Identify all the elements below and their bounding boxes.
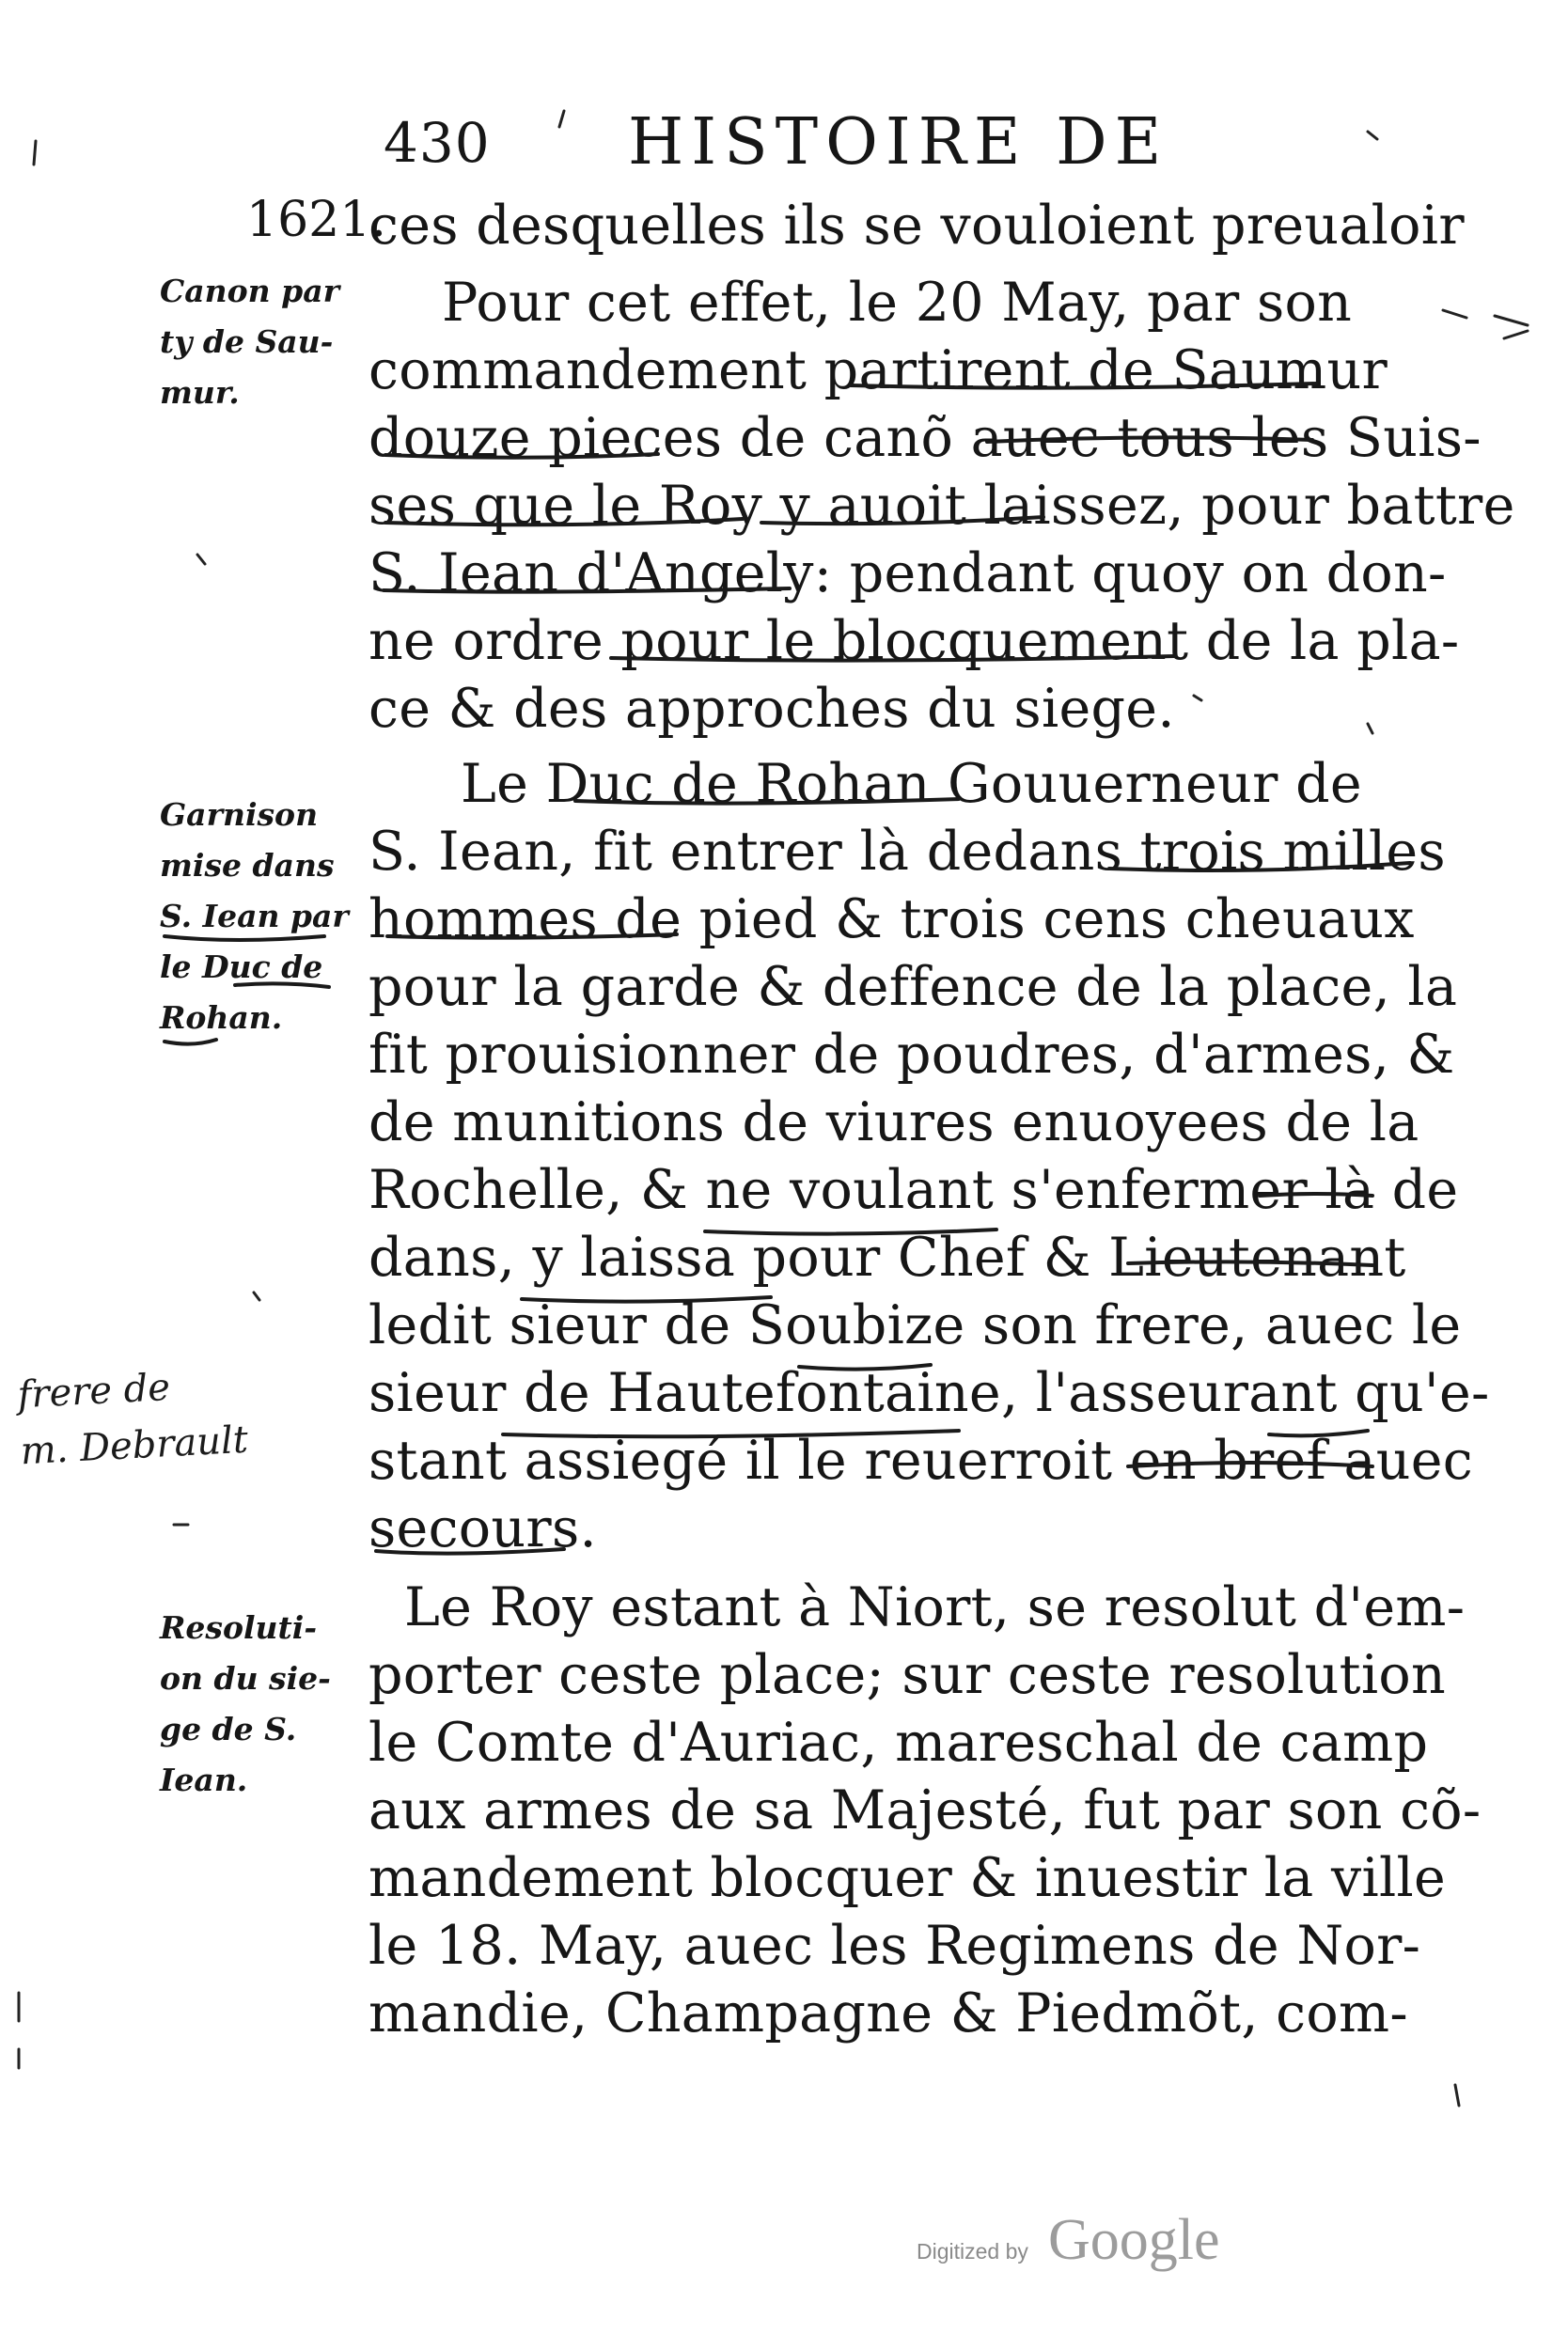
margin-note-line: on du sie- bbox=[160, 1660, 331, 1697]
text-line: ledit sieur de Soubize son frere, auec le bbox=[368, 1294, 1462, 1356]
text-line: porter ceste place; sur ceste resolution bbox=[368, 1644, 1447, 1706]
handwritten-line: m. Debrault bbox=[19, 1418, 250, 1474]
text-line: le 18. May, auec les Regimens de Nor- bbox=[368, 1915, 1421, 1977]
margin-note-resolution bbox=[160, 1603, 367, 1806]
margin-note-canon bbox=[160, 266, 367, 418]
stray-mark bbox=[1495, 316, 1528, 325]
text-line: Rochelle, & ne voulant s'enfermer là de bbox=[368, 1159, 1459, 1221]
text-line: aux armes de sa Majesté, fut par son cõ- bbox=[368, 1779, 1482, 1841]
text-line: le Comte d'Auriac, mareschal de camp bbox=[368, 1712, 1429, 1774]
margin-note-line: ge de S. bbox=[160, 1711, 297, 1747]
margin-note-line: Garnison bbox=[160, 796, 319, 833]
digitized-by-label: Digitized by bbox=[917, 2239, 1028, 2264]
margin-note-line: Canon par bbox=[160, 273, 339, 309]
margin-note-line: Iean. bbox=[160, 1762, 248, 1798]
text-line: douze pieces de canõ auec tous les Suis- bbox=[368, 407, 1482, 469]
stray-mark bbox=[1368, 132, 1377, 139]
handwritten-line: frere de bbox=[16, 1365, 172, 1418]
digitized-by-google-watermark bbox=[917, 2207, 1255, 2282]
handwritten-note bbox=[16, 1350, 360, 1480]
text-line: mandement blocquer & inuestir la ville bbox=[368, 1847, 1447, 1909]
google-logo-text: Google bbox=[1048, 2208, 1220, 2272]
margin-note-line: S. Iean par bbox=[160, 898, 349, 934]
text-line: commandement partirent de Saumur bbox=[368, 339, 1388, 401]
margin-note-line: ty de Sau- bbox=[160, 323, 334, 360]
running-title: HISTOIRE DE bbox=[628, 105, 1169, 180]
text-line: dans, y laissa pour Chef & Lieutenant bbox=[368, 1227, 1406, 1289]
text-line: Le Roy estant à Niort, se resolut d'em- bbox=[404, 1576, 1466, 1638]
margin-note-line: le Duc de bbox=[160, 948, 323, 985]
text-line: pour la garde & deffence de la place, la bbox=[368, 956, 1458, 1018]
page-number: 430 bbox=[384, 111, 491, 175]
text-line: S. Iean d'Angely: pendant quoy on don- bbox=[368, 542, 1447, 604]
text-line: fit prouisionner de poudres, d'armes, & bbox=[368, 1024, 1455, 1086]
text-line: S. Iean, fit entrer là dedans trois milles bbox=[368, 821, 1446, 883]
stray-mark bbox=[254, 1292, 259, 1300]
text-line: Le Duc de Rohan Gouuerneur de bbox=[461, 753, 1362, 815]
text-line: mandie, Champagne & Piedmõt, com- bbox=[368, 1982, 1408, 2044]
text-line: ces desquelles ils se vouloient preualoir bbox=[368, 195, 1465, 257]
text-line: ce & des approches du siege. bbox=[368, 678, 1175, 740]
margin-note-line: mise dans bbox=[160, 847, 335, 884]
stray-mark bbox=[559, 111, 564, 127]
stray-mark bbox=[1455, 2085, 1459, 2106]
text-line: sieur de Hautefontaine, l'asseurant qu'e- bbox=[368, 1362, 1490, 1424]
text-line: stant assiegé il le reuerroit en bref auec bbox=[368, 1430, 1474, 1492]
text-line: ne ordre pour le blocquement de la pla- bbox=[368, 610, 1460, 672]
stray-mark bbox=[34, 141, 36, 164]
margin-note-line: Resoluti- bbox=[160, 1609, 318, 1646]
year-marginal: 1621. bbox=[246, 192, 386, 248]
stray-mark bbox=[197, 555, 205, 564]
margin-note-line: Rohan. bbox=[160, 999, 283, 1036]
text-line: secours. bbox=[368, 1497, 597, 1559]
text-line: Pour cet effet, le 20 May, par son bbox=[442, 272, 1353, 334]
margin-note-garnison bbox=[160, 790, 367, 1043]
text-line: ses que le Roy y auoit laissez, pour battre bbox=[368, 475, 1515, 537]
text-line: hommes de pied & trois cens cheuaux bbox=[368, 888, 1415, 950]
margin-note-line: mur. bbox=[160, 374, 240, 411]
text-line: de munitions de viures enuoyees de la bbox=[368, 1091, 1419, 1153]
stray-mark bbox=[1504, 331, 1528, 338]
